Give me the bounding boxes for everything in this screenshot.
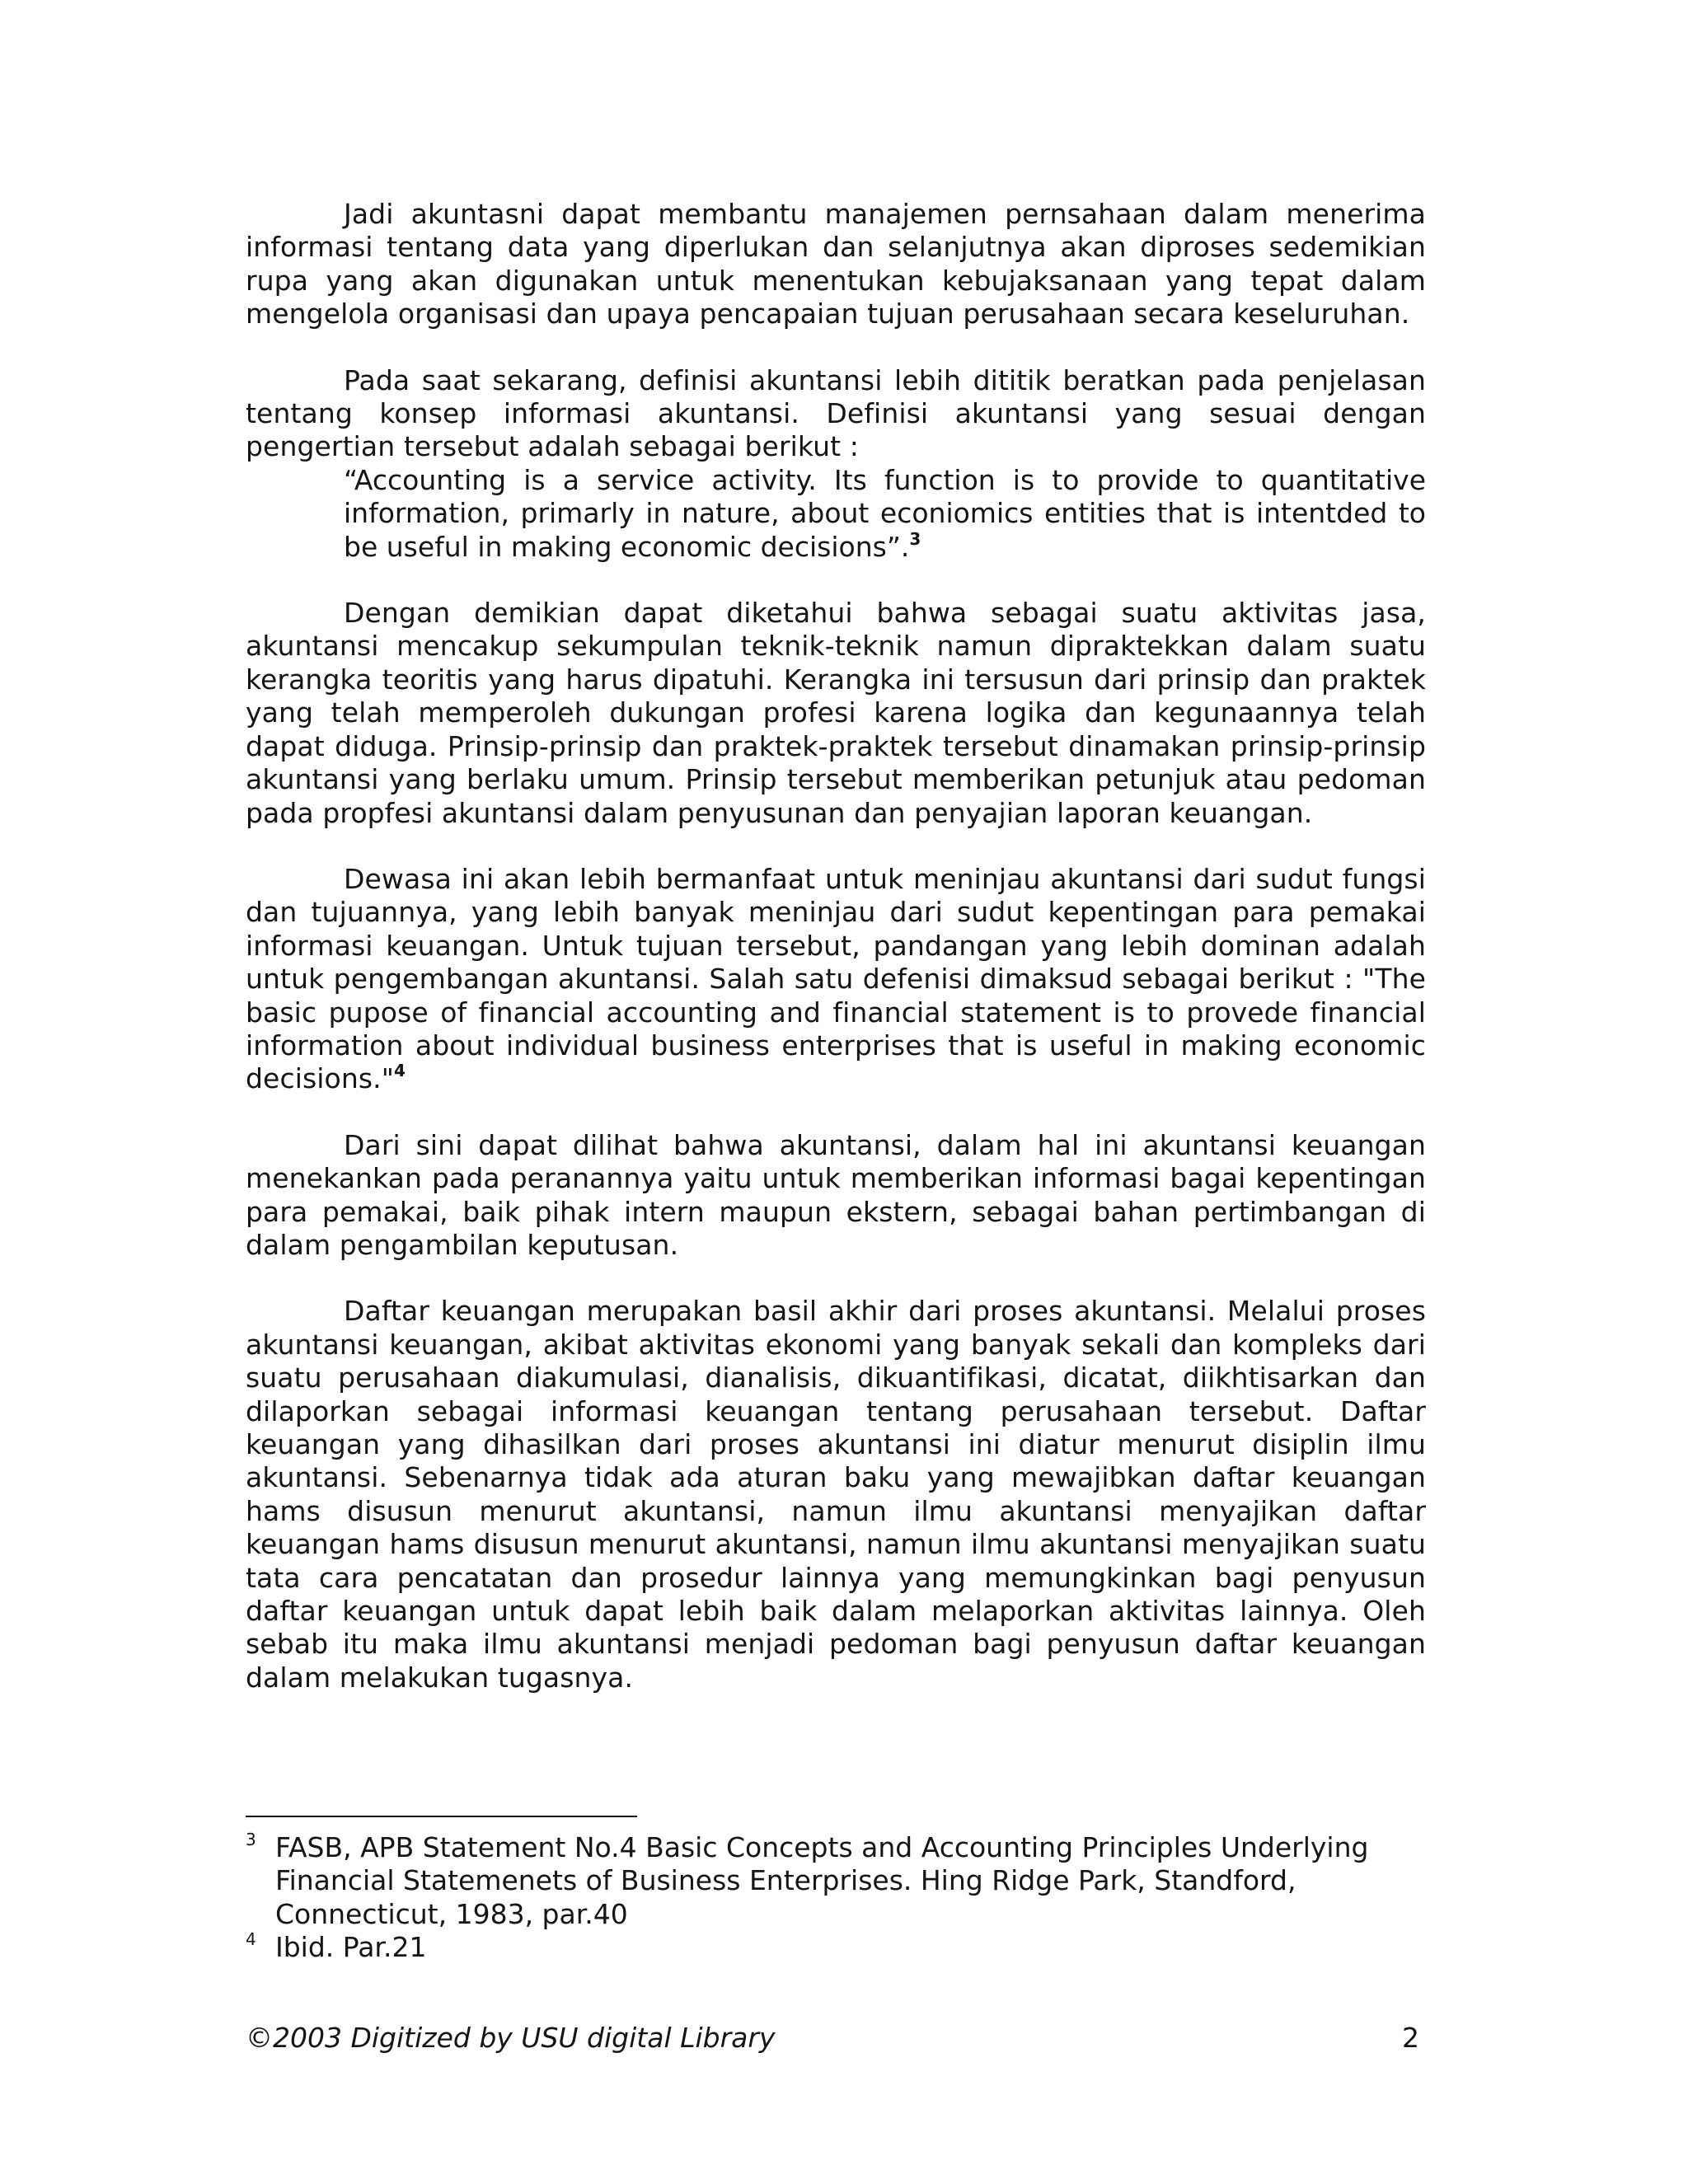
footnote-text: FASB, APB Statement No.4 Basic Concepts and Accounting Principles Underlying Financial Statemenets of Business Enterprises. Hing Ridge Park, Standford, Connecticut, 1983, par.40 <box>275 1831 1369 1930</box>
footnote-3: $^3$ FASB, APB Statement No.4 Basic Concepts and Accounting Principles Underlying Financial Statemenets of Business Enterprises. Hing Ridge Park, Standford, Connecticut, 1983, par.40 <box>246 1830 1369 1930</box>
footnote-ref-3[interactable]: 3 <box>909 528 921 549</box>
footnote-ref-4[interactable]: 4 <box>394 1061 406 1081</box>
page-number: 2 <box>1402 2022 1419 2054</box>
paragraph-4-text: Dewasa ini akan lebih bermanfaat untuk meninjau akuntansi dari sudut fungsi dan tujuannya, yang lebih banyak meninjau dari sudut kepentingan para pemakai informasi keuangan. Untuk tujuan tersebut, pandangan yang lebih dominan adalah untuk pengembangan akuntansi. Salah satu defenisi dimaksud sebagai berikut : "The basic pupose of financial accounting and financial statement is to provede financial information about individual business enterprises that is useful in making economic decisions." <box>246 862 1426 1095</box>
quote-text: “Accounting is a service activity. Its function is to provide to quantitative information, primarly in nature, about econiomics entities that is intentded to be useful in making economic decisions”. <box>344 463 1426 563</box>
footnotes <box>246 1831 1426 1965</box>
footer-credit: ©2003 Digitized by USU digital Library <box>246 2022 776 2054</box>
page-body <box>246 198 1426 1727</box>
paragraph-2: Pada saat sekarang, definisi akuntansi lebih dititik beratkan pada penjelasan tentang konsep informasi akuntansi. Definisi akuntansi yang sesuai dengan pengertian tersebut adalah sebagai berikut : <box>246 363 1426 463</box>
page-footer <box>246 2022 1426 2055</box>
paragraph-4 <box>246 863 1426 1096</box>
footnote-text: Ibid. Par.21 <box>275 1931 427 1964</box>
paragraph-6: Daftar keuangan merupakan basil akhir dari proses akuntansi. Melalui proses akuntansi keuangan, akibat aktivitas ekonomi yang banyak sekali dan kompleks dari suatu perusahaan diakumulasi, dianalisis, dikuantifikasi, dicatat, diikhtisarkan dan dilaporkan sebagai informasi keuangan tentang perusahaan tersebut. Daftar keuangan yang dihasilkan dari proses akuntansi ini diatur menurut disiplin ilmu akuntansi. Sebenarnya tidak ada aturan baku yang mewajibkan daftar keuangan hams disusun menurut akuntansi, namun ilmu akuntansi menyajikan daftar keuangan hams disusun menurut akuntansi, namun ilmu akuntansi menyajikan suatu tata cara pencatatan dan prosedur lainnya yang memungkinkan bagi penyusun daftar keuangan untuk dapat lebih baik dalam melaporkan aktivitas lainnya. Oleh sebab itu maka ilmu akuntansi menjadi pedoman bagi penyusun daftar keuangan dalam melakukan tugasnya. <box>246 1295 1426 1694</box>
paragraph-3: Dengan demikian dapat diketahui bahwa sebagai suatu aktivitas jasa, akuntansi mencakup sekumpulan teknik-teknik namun dipraktekkan dalam suatu kerangka teoritis yang harus dipatuhi. Kerangka ini tersusun dari prinsip dan praktek yang telah memperoleh dukungan profesi karena logika dan kegunaannya telah dapat diduga. Prinsip-prinsip dan praktek-praktek tersebut dinamakan prinsip-prinsip akuntansi yang berlaku umum. Prinsip tersebut memberikan petunjuk atau pedoman pada propfesi akuntansi dalam penyusunan dan penyajian laporan keuangan. <box>246 597 1426 829</box>
footnote-divider <box>246 1816 637 1817</box>
paragraph-5: Dari sini dapat dilihat bahwa akuntansi, dalam hal ini akuntansi keuangan menekankan pada peranannya yaitu untuk memberikan informasi bagai kepentingan para pemakai, baik pihak intern maupun ekstern, sebagai bahan pertimbangan di dalam pengambilan keputusan. <box>246 1128 1426 1261</box>
block-quote <box>344 464 1426 564</box>
paragraph-1: Jadi akuntasni dapat membantu manajemen pernsahaan dalam menerima informasi tentang data yang diperlukan dan selanjutnya akan diproses sedemikian rupa yang akan digunakan untuk menentukan kebujaksanaan yang tepat dalam mengelola organisasi dan upaya pencapaian tujuan perusahaan secara keseluruhan. <box>246 198 1426 330</box>
footnote-4: $^4$ Ibid. Par.21 <box>246 1929 427 1964</box>
